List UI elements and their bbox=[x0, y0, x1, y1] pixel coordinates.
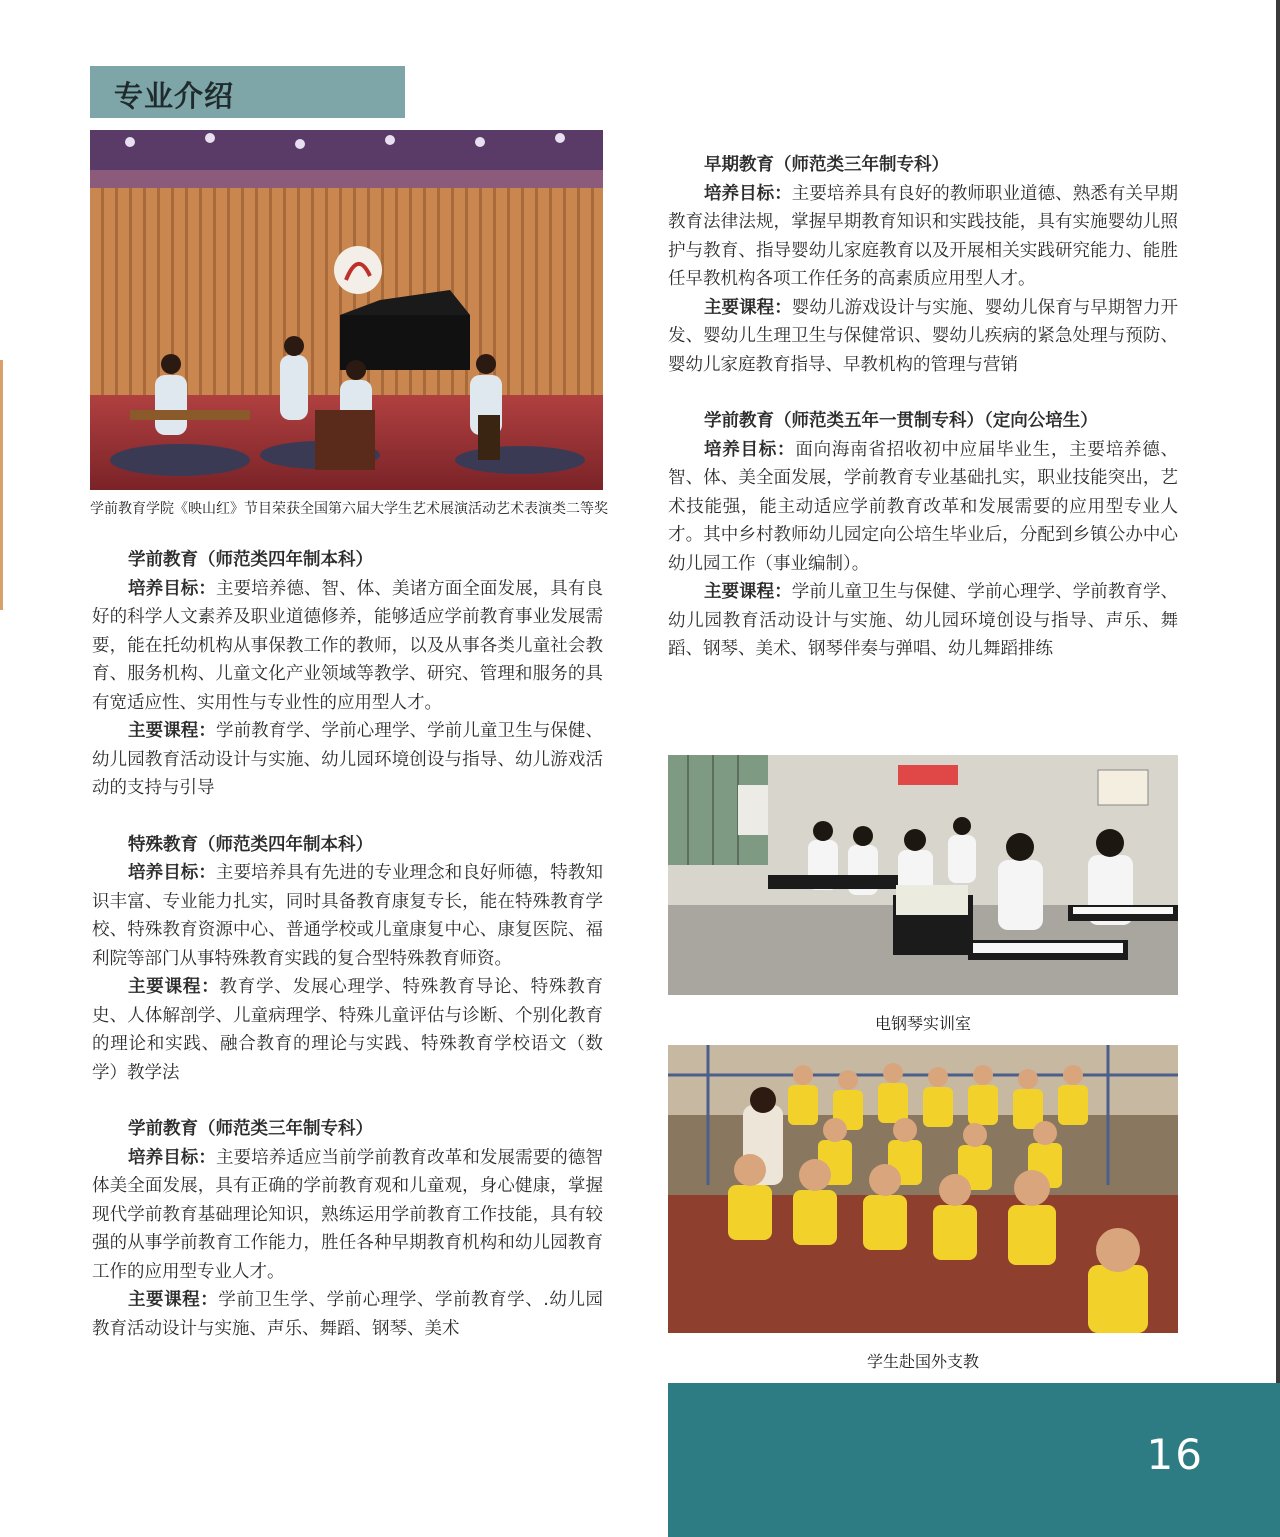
page-number: 16 bbox=[1146, 1430, 1204, 1479]
program-courses bbox=[92, 1286, 603, 1343]
goal-text: 主要培养德、智、体、美诸方面全面发展，具有良好的科学人文素养及职业道德修养，能够适应学前教育事业发展需要，能在托幼机构从事保教工作的教师，以及从事各类儿童社会教育、服务机构、儿童文化产业领域等教学、研究、管理和服务的具有宽适应性、实用性与专业性的应用型人才。 bbox=[92, 578, 604, 713]
section-title: 专业介绍 bbox=[114, 79, 235, 113]
program-goal bbox=[92, 859, 603, 973]
concert-caption: 学前教育学院《映山红》节目荣获全国第六届大学生艺术展演活动艺术表演类二等奖 bbox=[90, 501, 608, 517]
goal-text: 面向海南省招收初中应届毕业生，主要培养德、智、体、美全面发展，学前教育专业基础扎实，职业技能突出，艺术技能强，能主动适应学前教育改革和发展需要的应用型专业人才。其中乡村教师幼儿园定向公培生毕业后，分配到乡镇公办中心幼儿园工作（事业编制）。 bbox=[668, 439, 1179, 574]
course-text: 学前卫生学、学前心理学、学前教育学、.幼儿园教育活动设计与实施、声乐、舞蹈、钢琴、美术 bbox=[92, 1290, 604, 1339]
goal-text: 主要培养具有良好的教师职业道德、熟悉有关早期教育法律法规，掌握早期教育知识和实践技能，具有实施婴幼儿照护与教育、指导婴幼儿家庭教育以及开展相关实践研究能力、能胜任早教机构各项工作任务的高素质应用型人才。 bbox=[668, 183, 1179, 289]
course-label: 主要课程： bbox=[704, 297, 792, 318]
program-title: 早期教育（师范类三年制专科） bbox=[704, 155, 949, 175]
program-goal bbox=[92, 575, 603, 718]
course-text: 教育学、发展心理学、特殊教育导论、特殊教育史、人体解剖学、儿童病理学、特殊儿童评估与诊断、个别化教育的理论和实践、融合教育的理论与实践、特殊教育学校语文（数学）教学法 bbox=[92, 977, 603, 1083]
program-goal bbox=[92, 1144, 603, 1287]
program-goal bbox=[668, 180, 1178, 294]
course-label: 主要课程： bbox=[128, 977, 220, 997]
program-title: 学前教育（师范类三年制专科） bbox=[128, 1119, 373, 1139]
program-courses bbox=[92, 717, 603, 803]
right-column bbox=[668, 151, 1178, 664]
goal-label: 培养目标： bbox=[704, 439, 796, 460]
course-label: 主要课程： bbox=[128, 1290, 219, 1310]
program-courses bbox=[668, 294, 1178, 380]
course-label: 主要课程： bbox=[128, 721, 216, 741]
program-courses bbox=[668, 578, 1178, 664]
program-block bbox=[92, 546, 603, 803]
kids-caption: 学生赴国外支教 bbox=[866, 1352, 979, 1371]
course-label: 主要课程： bbox=[704, 582, 792, 602]
program-goal bbox=[668, 436, 1178, 579]
goal-label: 培养目标： bbox=[704, 183, 792, 204]
goal-label: 培养目标： bbox=[128, 578, 216, 599]
program-title: 学前教育（师范类四年制本科） bbox=[128, 550, 373, 570]
program-block bbox=[668, 151, 1178, 379]
program-title: 特殊教育（师范类四年制本科） bbox=[128, 834, 373, 855]
page-edge-mark bbox=[0, 360, 3, 610]
course-text: 学前教育学、学前心理学、学前儿童卫生与保健、幼儿园教育活动设计与实施、幼儿园环境创设与指导、幼儿游戏活动的支持与引导 bbox=[92, 721, 604, 798]
goal-text: 主要培养具有先进的专业理念和良好师德，特教知识丰富、专业能力扎实，同时具备教育康复专长，能在特殊教育学校、特殊教育资源中心、普通学校或儿童康复中心、康复医院、福利院等部门从事特殊教育实践的复合型特殊教育师资。 bbox=[92, 863, 604, 969]
piano-lab-photo bbox=[668, 755, 1178, 995]
course-text: 婴幼儿游戏设计与实施、婴幼儿保育与早期智力开发、婴幼儿生理卫生与保健常识、婴幼儿疾病的紧急处理与预防、婴幼儿家庭教育指导、早教机构的管理与营销 bbox=[668, 297, 1179, 375]
program-block bbox=[668, 407, 1178, 664]
page-edge-rule bbox=[1276, 0, 1280, 1537]
program-title: 学前教育（师范类五年一贯制专科）（定向公培生） bbox=[704, 411, 1098, 431]
piano-caption: 电钢琴实训室 bbox=[874, 1014, 971, 1033]
program-block bbox=[92, 1115, 603, 1343]
left-column bbox=[92, 546, 603, 1343]
goal-label: 培养目标： bbox=[128, 863, 216, 883]
program-courses bbox=[92, 973, 603, 1087]
goal-text: 主要培养适应当前学前教育改革和发展需要的德智体美全面发展，具有正确的学前教育观和儿童观，身心健康，掌握现代学前教育基础理论知识，熟练运用学前教育工作技能，具有较强的从事学前教育工作能力，胜任各种早期教育机构和幼儿园教育工作的应用型专业人才。 bbox=[92, 1147, 604, 1282]
goal-label: 培养目标： bbox=[128, 1147, 216, 1168]
program-block bbox=[92, 831, 603, 1088]
section-title-tab bbox=[90, 66, 405, 118]
kids-group-photo bbox=[668, 1045, 1178, 1333]
course-text: 学前儿童卫生与保健、学前心理学、学前教育学、幼儿园教育活动设计与实施、幼儿园环境创设与指导、声乐、舞蹈、钢琴、美术、钢琴伴奏与弹唱、幼儿舞蹈排练 bbox=[668, 582, 1179, 659]
concert-photo bbox=[90, 130, 603, 490]
